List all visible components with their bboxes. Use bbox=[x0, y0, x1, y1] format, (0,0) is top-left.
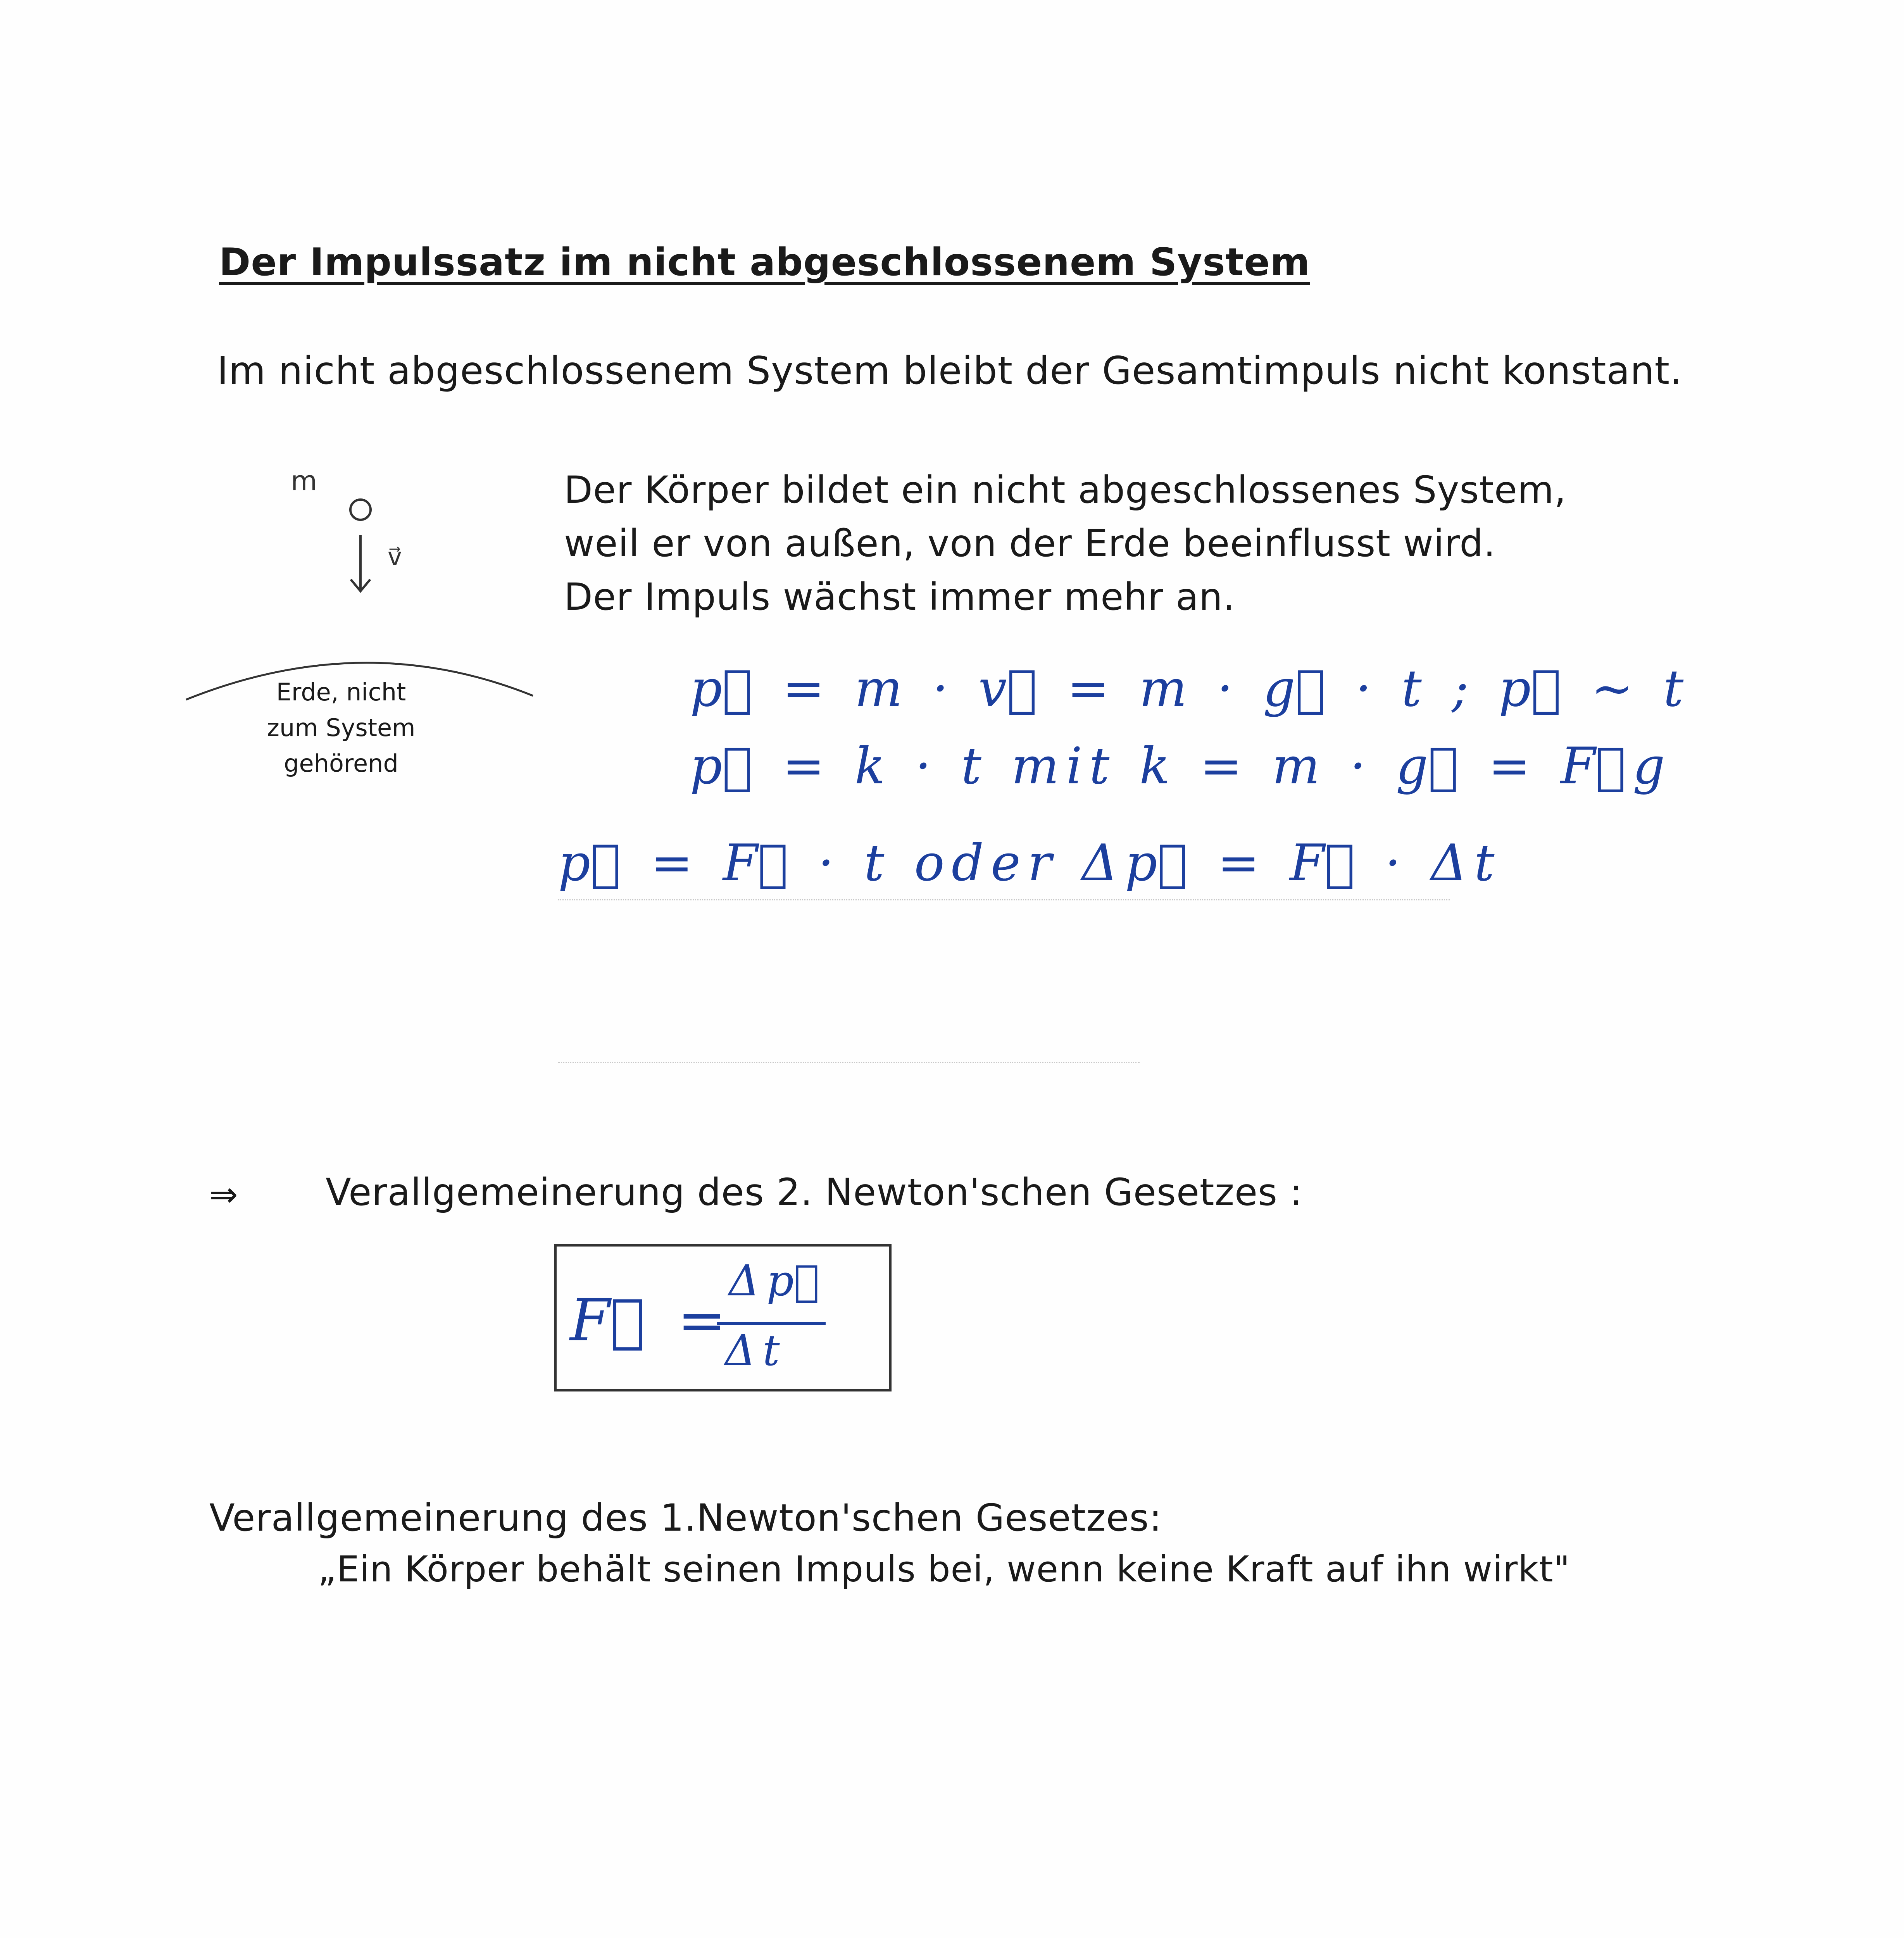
newton1-quote: „Ein Körper behält seinen Impuls bei, wenn keine Kraft auf ihn wirkt" bbox=[318, 1548, 1570, 1590]
formula-force: F⃗ = bbox=[570, 1287, 733, 1354]
newton2-heading: Verallgemeinerung des 2. Newton'schen Gesetzes : bbox=[326, 1171, 1303, 1214]
description-line-1: Der Körper bildet ein nicht abgeschlossenes System, bbox=[564, 468, 1566, 512]
ruled-line bbox=[558, 899, 1450, 900]
description-line-2: weil er von außen, von der Erde beeinflusst wird. bbox=[564, 522, 1496, 565]
ruled-line bbox=[558, 1062, 1140, 1063]
mass-label: m bbox=[291, 465, 317, 497]
earth-label: Erde, nicht zum System gehörend bbox=[267, 678, 416, 778]
handwritten-equation-2: p⃗ = k · t mit k = m · g⃗ = F⃗g bbox=[690, 736, 1672, 795]
intro-sentence: Im nicht abgeschlossenem System bleibt der Gesamtimpuls nicht konstant. bbox=[217, 349, 1683, 393]
formula-numerator: Δp⃗ bbox=[729, 1256, 826, 1305]
handwritten-equation-3: p⃗ = F⃗ · t oder Δp⃗ = F⃗ · Δt bbox=[558, 833, 1502, 892]
handwritten-equation-1: p⃗ = m · v⃗ = m · g⃗ · t ; p⃗ ~ t bbox=[690, 659, 1691, 718]
implies-arrow: ⇒ bbox=[209, 1174, 238, 1214]
fraction-bar bbox=[717, 1322, 826, 1325]
description-block bbox=[564, 463, 1566, 624]
formula-denominator: Δt bbox=[725, 1326, 787, 1375]
document-title: Der Impulssatz im nicht abgeschlossenem System bbox=[219, 240, 1310, 284]
velocity-label: v⃗ bbox=[388, 543, 402, 571]
newton1-heading: Verallgemeinerung des 1.Newton'schen Gesetzes: bbox=[209, 1496, 1162, 1540]
body-circle bbox=[350, 500, 371, 520]
description-line-3: Der Impuls wächst immer mehr an. bbox=[564, 575, 1235, 619]
